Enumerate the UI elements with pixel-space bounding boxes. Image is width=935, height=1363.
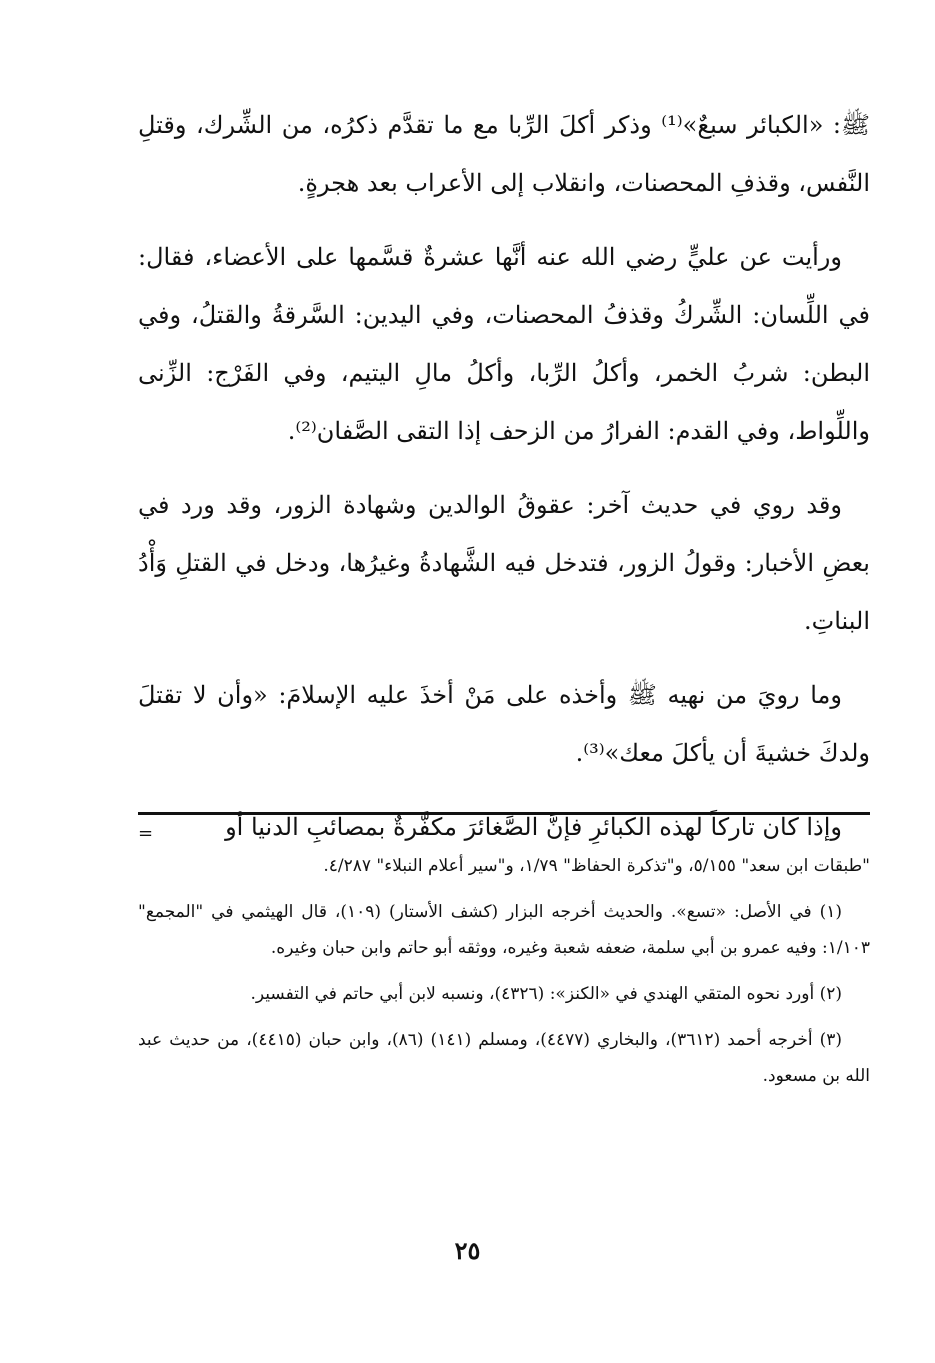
footnote-3: (٣) أخرجه أحمد (٣٦١٢)، والبخاري (٤٤٧٧)، ومسلم (١٤١) (٨٦)، وابن حبان (٤٤١٥)، من حديث عبد الله بن مسعود. xyxy=(138,1030,870,1086)
footnote-continuation: "طبقات ابن سعد" ٥/١٥٥، و"تذكرة الحفاظ" ١/٧٩، و"سير أعلام النبلاء" ٤/٢٨٧. xyxy=(323,856,870,876)
paragraph-3: وقد روي في حديث آخر: عقوقُ الوالدين وشهادة الزور، وقد ورد في بعضِ الأخبار: وقولُ الزور، فتدخل فيه الشَّهادةُ وغيرُها، ودخل في القتلِ وَأْدُ البناتِ. xyxy=(138,491,870,635)
footnote-continuation-mark: = xyxy=(138,823,154,844)
footnotes-section xyxy=(138,820,870,1104)
paragraph-1: ﷺ: «الكبائر سبعٌ»⁽¹⁾ وذكر أكلَ الرِّبا مع ما تقدَّم ذكرُه، من الشِّرك، وقتلِ النَّفس، وقذفِ المحصنات، وانقلاب إلى الأعراب بعد هجرةٍ. xyxy=(138,111,870,197)
main-text xyxy=(138,96,870,872)
footnote-2: (٢) أورد نحوه المتقي الهندي في «الكنز»: (٤٣٢٦)، ونسبه لابن أبي حاتم في التفسير. xyxy=(250,984,842,1004)
paragraph-4: وما رويَ من نهيه ﷺ وأخذه على مَنْ أخذَ عليه الإسلامَ: «وأن لا تقتلَ ولدكَ خشيةَ أن يأكلَ معك»⁽³⁾. xyxy=(138,681,870,767)
paragraph-5: وإذا كان تاركاً لهذه الكبائرِ فإنَّ الصَّغائرَ مكفَّرةٌ بمصائبِ الدنيا أو xyxy=(225,813,842,841)
paragraph-2: ورأيت عن عليٍّ رضي الله عنه أنَّها عشرةٌ قسَّمها على الأعضاء، فقال: في اللِّسان: الشِّركُ وقذفُ المحصنات، وفي اليدين: السَّرقةُ والقتلُ، وفي البطن: شربُ الخمر، وأكلُ الرِّبا، وأكلُ مالِ اليتيم، وفي الفَرْج: الزِّنى واللِّواط، وفي القدم: الفرارُ من الزحف إذا التقى الصَّفان⁽²⁾. xyxy=(138,243,870,445)
page-number: ٢٥ xyxy=(454,1236,481,1265)
footnote-separator xyxy=(138,812,870,815)
footnote-1: (١) في الأصل: «تسع». والحديث أخرجه البزار (كشف الأستار) (١٠٩)، قال الهيثمي في "المجمع" ١/١٠٣: وفيه عمرو بن أبي سلمة، ضعفه شعبة وغيره، ووثقه أبو حاتم وابن حبان وغيره. xyxy=(138,902,870,958)
